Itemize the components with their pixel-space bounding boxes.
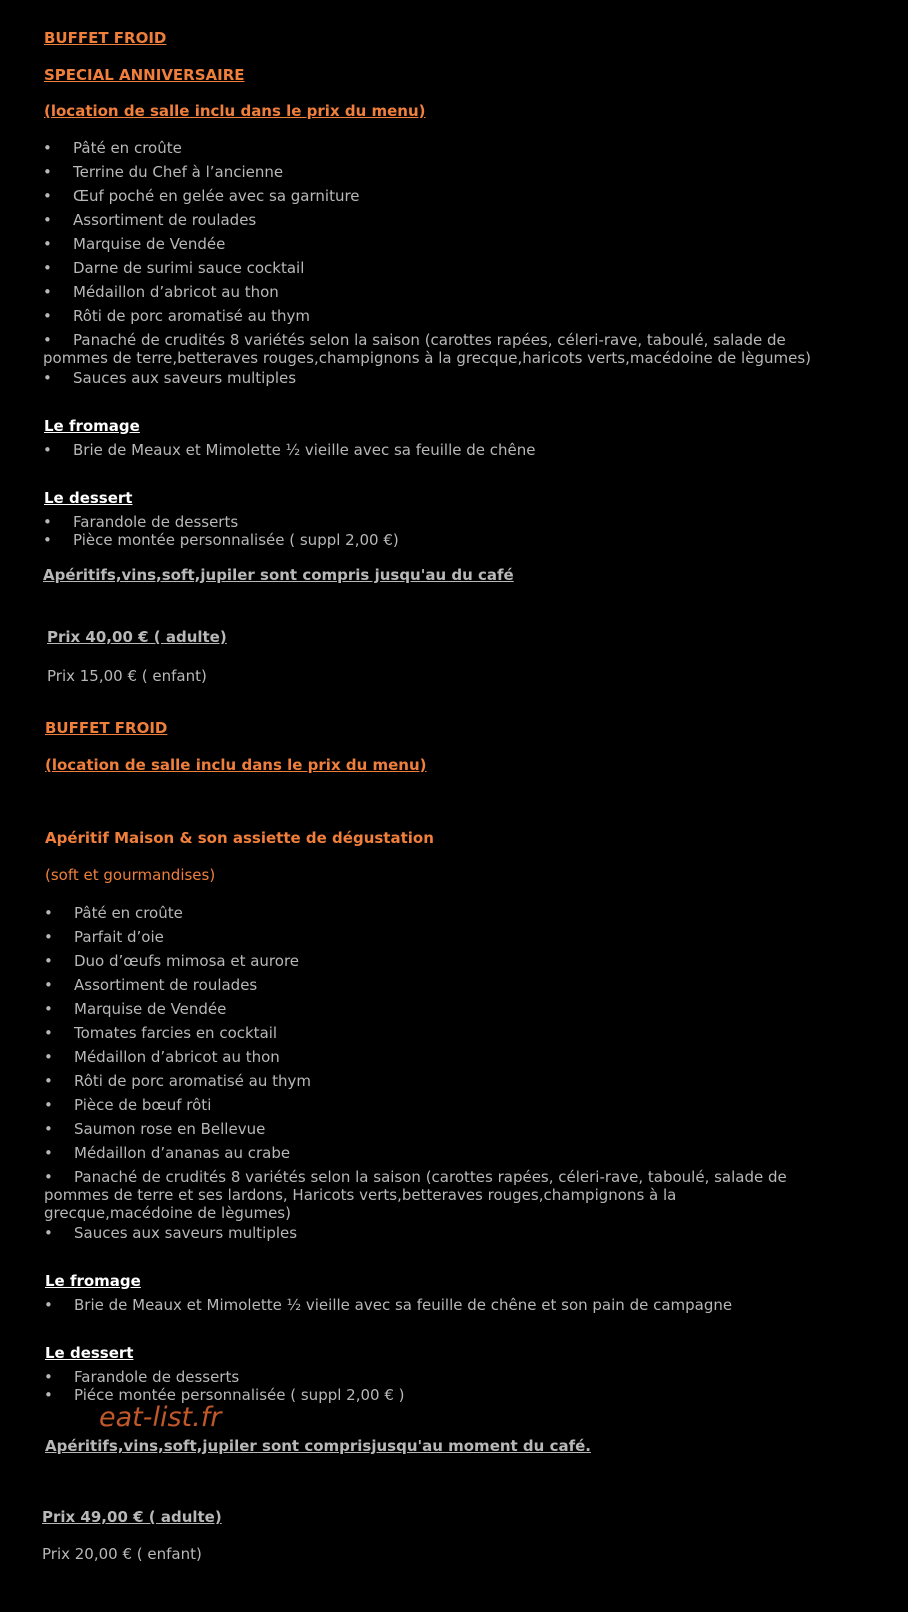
price-child: Prix 20,00 € ( enfant) [42,1545,202,1563]
fromage-heading: Le fromage [45,1272,141,1290]
list-item: • Sauces aux saveurs multiples [44,1224,298,1242]
list-item: • Œuf poché en gelée avec sa garniture [43,187,360,205]
list-item: • Marquise de Vendée [43,235,226,253]
list-item: • Médaillon d’abricot au thon [44,1048,280,1066]
price-adult: Prix 49,00 € ( adulte) [42,1508,222,1526]
dessert-heading: Le dessert [45,1344,134,1362]
list-item: • Darne de surimi sauce cocktail [43,259,305,277]
dessert-heading: Le dessert [44,489,133,507]
list-item: • Assortiment de roulades [43,211,257,229]
list-item: • Pièce de bœuf rôti [44,1096,212,1114]
list-item: • Piéce montée personnalisée ( suppl 2,00 € ) [44,1386,405,1404]
aperitif-note: (soft et gourmandises) [45,866,216,884]
watermark-logo: eat-list.fr [99,1402,222,1433]
list-item: • Médaillon d’ananas au crabe [44,1144,291,1162]
list-item: • Médaillon d’abricot au thon [43,283,279,301]
list-item-continuation: grecque,macédoine de lègumes) [44,1204,291,1222]
list-item: • Parfait d’oie [44,928,164,946]
list-item: • Panaché de crudités 8 variétés selon la saison (carottes rapées, céleri-rave, taboulé, salade de [43,331,786,349]
menu2-title: BUFFET FROID [45,719,168,737]
list-item: • Saumon rose en Bellevue [44,1120,266,1138]
price-child: Prix 15,00 € ( enfant) [47,667,207,685]
list-item-continuation: pommes de terre,betteraves rouges,champignons à la grecque,haricots verts,macédoine de lègumes) [43,349,811,367]
menu1-note: (location de salle inclu dans le prix du menu) [44,102,426,120]
list-item: • Brie de Meaux et Mimolette ½ vieille avec sa feuille de chêne [43,441,536,459]
list-item: • Farandole de desserts [44,1368,240,1386]
drinks-note: Apéritifs,vins,soft,jupiler sont compris jusqu'au du café [43,566,514,584]
fromage-heading: Le fromage [44,417,140,435]
list-item: • Farandole de desserts [43,513,239,531]
list-item: • Rôti de porc aromatisé au thym [44,1072,312,1090]
list-item: • Pâté en croûte [44,904,183,922]
menu1-title: BUFFET FROID [44,29,167,47]
aperitif-heading: Apéritif Maison & son assiette de dégustation [45,829,434,847]
list-item: • Pâté en croûte [43,139,182,157]
list-item: • Marquise de Vendée [44,1000,227,1018]
list-item: • Duo d’œufs mimosa et aurore [44,952,300,970]
list-item: • Rôti de porc aromatisé au thym [43,307,311,325]
menu2-note: (location de salle inclu dans le prix du menu) [45,756,427,774]
list-item: • Panaché de crudités 8 variétés selon la saison (carottes rapées, céleri-rave, taboulé, salade de [44,1168,787,1186]
price-adult: Prix 40,00 € ( adulte) [47,628,227,646]
list-item: • Sauces aux saveurs multiples [43,369,297,387]
list-item: • Assortiment de roulades [44,976,258,994]
list-item-continuation: pommes de terre et ses lardons, Haricots verts,betteraves rouges,champignons à la [44,1186,677,1204]
list-item: • Terrine du Chef à l’ancienne [43,163,284,181]
list-item: • Tomates farcies en cocktail [44,1024,278,1042]
drinks-note: Apéritifs,vins,soft,jupiler sont comprisjusqu'au moment du café. [45,1437,591,1455]
list-item: • Pièce montée personnalisée ( suppl 2,00 €) [43,531,399,549]
list-item: • Brie de Meaux et Mimolette ½ vieille avec sa feuille de chêne et son pain de campagne [44,1296,733,1314]
menu1-subtitle: SPECIAL ANNIVERSAIRE [44,66,245,84]
